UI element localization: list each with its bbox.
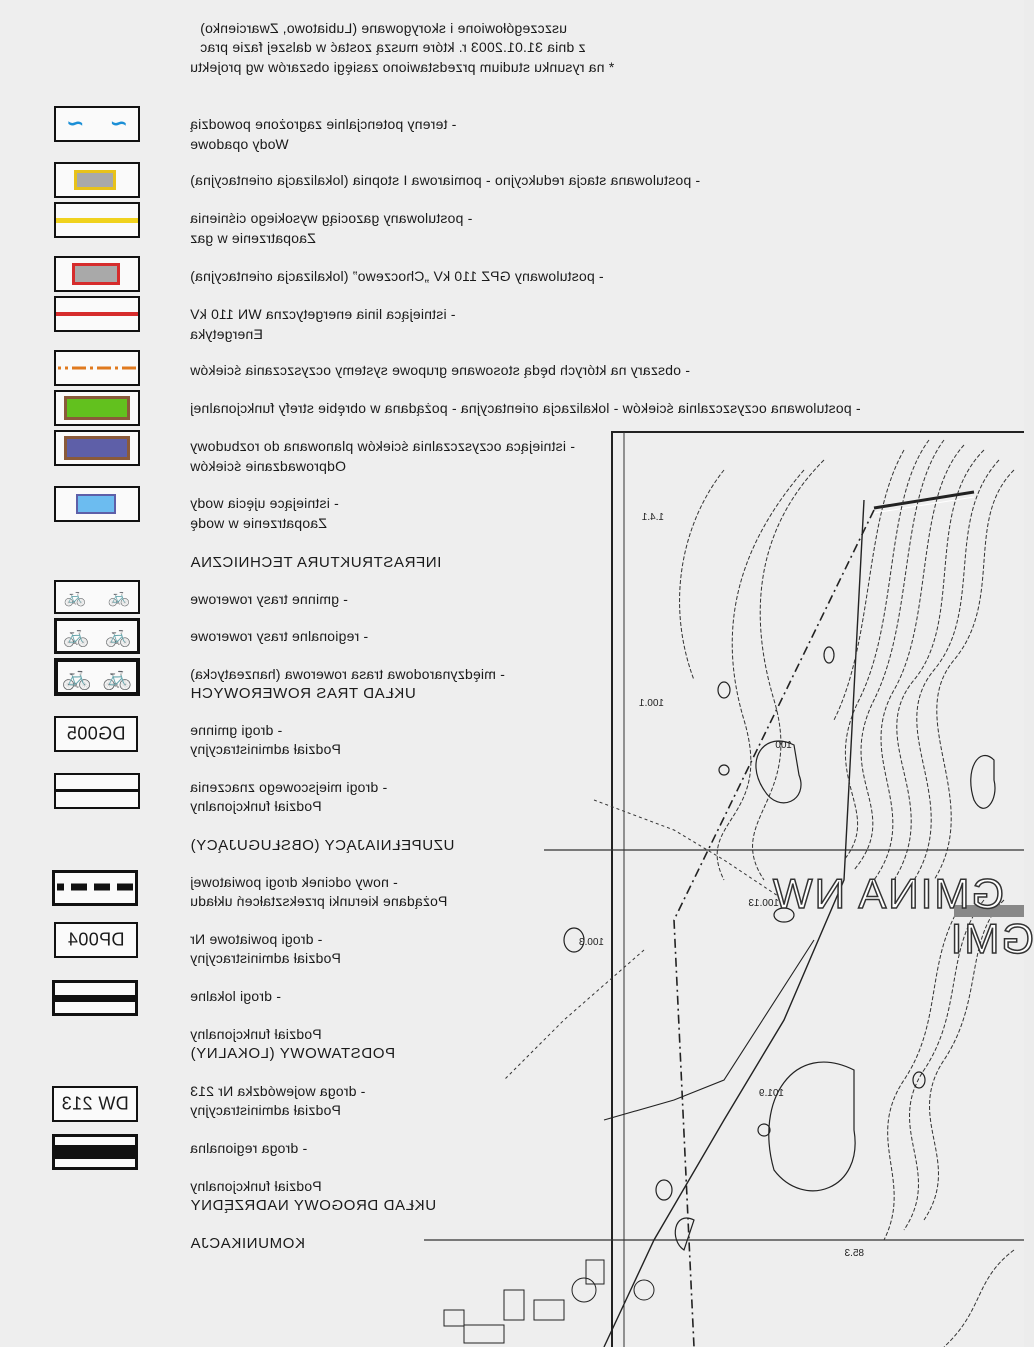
symbol-bike-regional [54, 618, 140, 654]
legend-podzial-funk: Podział funkcjonalny [190, 1178, 322, 1194]
symbol-local-significance-road [54, 773, 140, 809]
legend-trasy-regionalne: - regionalne trasy rowerowe [190, 628, 369, 644]
dashed-line [55, 873, 135, 903]
symbol-flood [54, 106, 140, 142]
symbol-gpz [54, 256, 140, 292]
road-code-dp: DP004 [67, 929, 125, 950]
bicycle-icon: 🚲 [107, 586, 130, 608]
bicycle-icon: 🚲 [102, 663, 132, 691]
wave-icon: ~ [66, 111, 85, 137]
legend-podzial-funk: Podział funkcjonalny [190, 1026, 322, 1042]
note-line: * na rysunku studium przedstawiono zasięgi obszarów wg projektu [190, 59, 615, 75]
legend-drogi-gminne: - drogi gminne [190, 722, 283, 738]
note-line: uszczegółowione i skorygowane (Lubiatowo, Zwarcienko) [200, 20, 567, 36]
bicycle-icon: 🚲 [63, 623, 90, 648]
legend-heading-wody: Wody opadowe [190, 136, 289, 152]
legend-droga-regionalna: - droga regionalna [190, 1140, 308, 1156]
legend-heading-woda: Zaopatrzenie w wodę [190, 515, 327, 531]
symbol-bike-municipal [54, 580, 140, 614]
gmina-label: GMINA NW [771, 870, 1004, 917]
symbol-dw-code [52, 1086, 138, 1122]
legend-linia-wn: - istniejąca linia energetyczna WN 110 kV [190, 306, 456, 322]
legend-heading-uzupelniajacy: UZUPEŁNIAJĄCY (OBSŁUGUJĄCY) [190, 837, 455, 854]
spot-height: 100.3 [578, 937, 604, 948]
legend-oczyszczalnia-istn: - istniejąca oczyszczalnia ścieków planowana do rozbudowy [190, 438, 575, 454]
spot-height: 101.9 [758, 1088, 784, 1099]
bicycle-icon: 🚲 [62, 663, 92, 691]
symbol-dg-code [54, 716, 138, 752]
legend-stacja: - postulowana stacja redukcyjno - pomiarowa I stopnia (lokalizacja orientacyjna) [190, 172, 701, 188]
road-code-dw: DW 213 [61, 1093, 129, 1114]
legend-drogi-miejscowego: - drogi miejscowego znaczenia [190, 779, 388, 795]
legend-obszary: - obszary na których będą stosowane grupowe systemy oczyszczania ścieków [190, 362, 690, 378]
symbol-planned-plant [54, 390, 140, 426]
road-code-dg: DG005 [66, 723, 126, 744]
dash-dot-line [56, 352, 138, 384]
legend-heading-komunikacja: KOMUNIKACJA [190, 1235, 305, 1252]
legend-nowy-odcinek: - nowy odcinek drogi powiatowej [190, 874, 398, 890]
legend-heading-podstawowy: PODSTAWOWY (LOKALNY) [190, 1045, 396, 1062]
note-line: z dnia 31.01.2003 r. które muszą zostać w dalszej fazie prac [200, 39, 586, 55]
legend-podzial-adm: Podział administracyjny [190, 1102, 341, 1118]
settlement [444, 1260, 654, 1343]
symbol-new-county-road [52, 870, 138, 906]
legend-heading-infrastruktura: INFRASTRUKTURA TECHNICZNA [190, 554, 442, 571]
legend-flood: - tereny potencjalnie zagrożone powodzią [190, 116, 457, 132]
spot-height: 100.13 [748, 898, 779, 909]
gmina-label-partial: GMI [948, 915, 1034, 962]
municipal-boundary [674, 510, 874, 1347]
legend-heading-odprowadzanie: Odprowadzanie ścieków [190, 458, 346, 474]
symbol-regional-road [52, 1134, 138, 1170]
track [874, 492, 974, 508]
symbol-existing-plant [54, 430, 140, 466]
road [504, 950, 644, 1080]
legend-podzial-adm: Podział administracyjny [190, 741, 341, 757]
legend-drogi-lokalne: - drogi lokalne [190, 988, 281, 1004]
symbol-group-systems [54, 350, 140, 386]
legend-heading-gaz: Zaopatrzenie w gaz [190, 230, 316, 246]
spot-height: 100 [775, 740, 792, 751]
symbol-local-road [52, 980, 138, 1016]
legend-gpz: - postulowany GPZ 110 kV „Choczewo” (lokalizacja orientacyjna) [190, 268, 604, 284]
symbol-bike-international [54, 658, 140, 696]
symbol-gas-pipeline [54, 202, 140, 238]
symbol-dp-code [54, 922, 138, 958]
legend-drogi-powiatowe: - drogi powiatowe Nr [190, 931, 323, 947]
symbol-reduction-station [54, 162, 140, 198]
legend-pozadane: Pożądane kierunki przekształceń układu [190, 893, 448, 909]
closed-contours [564, 647, 995, 1250]
legend-podzial-adm: Podział administracyjny [190, 950, 341, 966]
spot-height: 85.3 [844, 1248, 864, 1259]
legend-heading-trasy: UKŁAD TRAS ROWEROWYCH [190, 685, 416, 702]
bicycle-icon: 🚲 [64, 586, 87, 608]
legend-trasa-miedzynarodowa: - międzynarodowa trasa rowerowa (hanzeatycka) [190, 666, 505, 682]
spot-height: 100.1 [638, 698, 664, 709]
symbol-water-intake [54, 486, 140, 522]
legend-gazociag: - postulowany gazociąg wysokiego ciśnienia [190, 210, 473, 226]
spot-height: 1.4.1 [641, 512, 664, 523]
bicycle-icon: 🚲 [104, 623, 131, 648]
legend-heading-energetyka: Energetyka [190, 326, 263, 342]
legend-droga-wojewodzka: - droga wojewódzka Nr 213 [190, 1083, 366, 1099]
legend-trasy-gminne: - gminne trasy rowerowe [190, 591, 348, 607]
symbol-power-line [54, 296, 140, 332]
legend-ujecia: - istniejące ujęcia wody [190, 495, 339, 511]
wave-icon: ~ [109, 111, 128, 137]
legend-heading-nadrzedny: UKŁAD DROGOWY NADRZĘDNY [190, 1197, 437, 1214]
legend-oczyszczalnia-post: - postulowana oczyszczalnia ścieków - lokalizacja orientacyjna - pożądana w obrębie strefy funkcjonalnej [190, 400, 861, 416]
road [604, 500, 864, 1347]
legend-podzial-funk: Podział funkcjonalny [190, 798, 322, 814]
